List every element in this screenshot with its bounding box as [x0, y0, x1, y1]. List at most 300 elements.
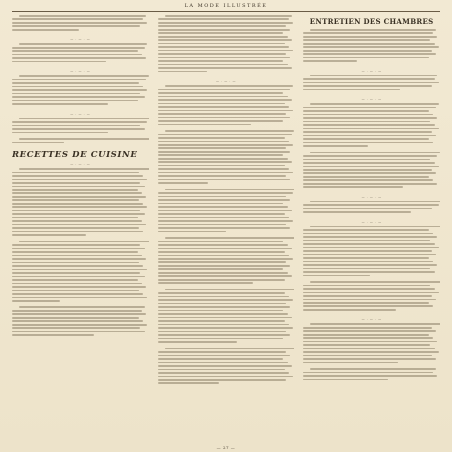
text-line — [158, 320, 285, 322]
text-line — [158, 141, 289, 143]
text-line — [158, 96, 288, 98]
text-line — [158, 369, 285, 371]
text-line — [303, 268, 430, 270]
text-line — [303, 379, 388, 381]
text-line — [158, 18, 289, 20]
text-line — [12, 196, 146, 198]
text-line — [303, 121, 430, 123]
text-line — [303, 240, 430, 242]
text-line — [12, 29, 79, 31]
text-line — [19, 241, 149, 243]
text-line — [158, 199, 291, 201]
paragraph-gap — [158, 74, 295, 77]
text-line — [12, 293, 143, 295]
text-line — [158, 206, 288, 208]
text-line — [158, 331, 286, 333]
text-line — [158, 71, 207, 73]
text-line — [158, 255, 289, 257]
text-line — [12, 279, 138, 281]
text-line — [158, 265, 291, 267]
header-rule — [12, 11, 440, 12]
text-line — [12, 317, 139, 319]
column-right — [303, 15, 440, 439]
text-line — [12, 125, 140, 127]
text-line — [158, 32, 284, 34]
text-line — [12, 231, 143, 233]
text-line — [303, 179, 433, 181]
text-line — [303, 176, 429, 178]
subheading: — · — · — — [215, 79, 237, 84]
text-line — [12, 272, 140, 274]
text-line — [19, 168, 149, 170]
text-line — [158, 46, 289, 48]
text-line — [303, 257, 429, 259]
text-block — [12, 306, 149, 335]
text-line — [303, 327, 431, 329]
text-line — [158, 220, 293, 222]
text-line — [158, 351, 286, 353]
text-line — [158, 22, 293, 24]
text-line — [12, 128, 145, 130]
text-line — [12, 265, 143, 267]
text-line — [158, 113, 286, 115]
text-line — [303, 305, 433, 307]
text-line — [12, 210, 140, 212]
text-line — [303, 46, 438, 48]
section-heading: ENTRETIEN DES CHAMBRES — [309, 17, 434, 26]
text-line — [303, 82, 438, 84]
text-line — [303, 145, 367, 147]
text-line — [158, 179, 291, 181]
text-line — [158, 175, 286, 177]
subheading: — · — · — — [361, 317, 382, 322]
text-line — [303, 85, 431, 87]
text-line — [158, 57, 291, 59]
text-line — [303, 233, 433, 235]
text-line — [303, 292, 438, 294]
text-line — [303, 375, 437, 377]
text-line — [303, 124, 434, 126]
text-line — [303, 110, 429, 112]
paragraph-gap — [303, 382, 440, 385]
text-line — [12, 121, 147, 123]
text-line — [158, 362, 288, 364]
text-line — [12, 142, 64, 144]
text-line — [310, 226, 440, 228]
text-line — [12, 331, 145, 333]
columns — [12, 15, 440, 439]
text-line — [12, 86, 143, 88]
text-line — [158, 296, 289, 298]
text-block — [303, 103, 440, 146]
text-line — [12, 22, 147, 24]
text-line — [165, 130, 295, 132]
text-line — [303, 302, 429, 304]
text-line — [158, 275, 292, 277]
text-block — [303, 75, 440, 91]
text-line — [12, 172, 139, 174]
subheading: — · — · — — [361, 97, 382, 102]
text-line — [19, 43, 147, 45]
text-line — [158, 324, 289, 326]
paragraph-gap — [303, 92, 440, 95]
text-line — [158, 43, 285, 45]
text-line — [158, 313, 288, 315]
column-left — [12, 15, 149, 439]
paragraph-gap — [12, 145, 149, 148]
text-line — [158, 224, 286, 226]
text-line — [303, 337, 433, 339]
text-line — [158, 338, 284, 340]
text-line — [303, 358, 436, 360]
text-line — [303, 334, 429, 336]
text-line — [303, 254, 436, 256]
text-line — [12, 213, 145, 215]
text-line — [303, 159, 430, 161]
text-line — [303, 183, 437, 185]
text-line — [303, 372, 433, 374]
text-line — [12, 217, 138, 219]
text-line — [12, 327, 140, 329]
subheading: — · — · — — [70, 69, 91, 74]
text-line — [303, 229, 429, 231]
text-line — [158, 327, 293, 329]
text-line — [303, 275, 370, 277]
text-line — [158, 379, 286, 381]
text-line — [303, 355, 431, 357]
paragraph-gap — [12, 32, 149, 35]
text-line — [12, 300, 60, 302]
text-line — [303, 169, 431, 171]
text-line — [303, 264, 437, 266]
text-line — [12, 313, 146, 315]
text-line — [310, 368, 436, 370]
text-line — [165, 237, 295, 239]
text-line — [158, 64, 288, 66]
text-line — [158, 231, 226, 233]
text-block — [12, 241, 149, 302]
text-block — [12, 138, 149, 143]
text-line — [158, 147, 286, 149]
text-line — [165, 348, 295, 350]
text-line — [303, 208, 431, 210]
subheading: — · — · — — [70, 37, 91, 42]
text-line — [12, 269, 147, 271]
text-block — [158, 15, 295, 72]
text-line — [303, 142, 433, 144]
text-line — [158, 355, 291, 357]
subheading: — · — · — — [361, 68, 382, 73]
text-line — [158, 306, 291, 308]
text-line — [12, 206, 147, 208]
text-line — [303, 285, 430, 287]
text-line — [158, 182, 209, 184]
text-line — [158, 120, 284, 122]
subheading: — · — · — — [70, 162, 91, 167]
text-block — [303, 323, 440, 363]
text-line — [12, 224, 146, 226]
text-line — [303, 271, 434, 273]
text-line — [12, 61, 106, 63]
text-line — [158, 89, 291, 91]
text-line — [12, 189, 138, 191]
text-line — [310, 103, 438, 105]
text-line — [303, 39, 430, 41]
text-line — [165, 15, 292, 17]
text-line — [12, 18, 143, 20]
text-line — [303, 247, 438, 249]
text-line — [158, 334, 291, 336]
text-line — [12, 334, 94, 336]
subheading: — · — · — — [70, 111, 91, 116]
text-line — [12, 251, 138, 253]
text-line — [303, 114, 433, 116]
text-line — [158, 382, 220, 384]
text-line — [310, 152, 440, 154]
text-line — [158, 365, 292, 367]
text-line — [12, 310, 142, 312]
paragraph-gap — [12, 338, 149, 341]
text-block — [158, 85, 295, 125]
text-line — [165, 189, 295, 191]
text-line — [12, 297, 147, 299]
text-block — [12, 75, 149, 104]
text-line — [158, 241, 284, 243]
text-line — [303, 299, 436, 301]
text-line — [12, 89, 147, 91]
text-line — [158, 192, 293, 194]
text-line — [303, 128, 438, 130]
text-line — [12, 79, 146, 81]
text-block — [158, 289, 295, 343]
text-line — [310, 201, 440, 203]
text-line — [158, 227, 291, 229]
text-line — [310, 323, 440, 325]
text-line — [158, 292, 285, 294]
text-line — [158, 50, 293, 52]
text-line — [12, 227, 139, 229]
text-line — [12, 54, 142, 56]
text-line — [12, 25, 140, 27]
section-heading: RECETTES DE CUISINE — [12, 150, 138, 161]
text-line — [158, 67, 292, 69]
text-line — [158, 258, 293, 260]
text-line — [158, 251, 285, 253]
text-block — [12, 168, 149, 236]
text-block — [303, 368, 440, 380]
text-block — [158, 348, 295, 384]
text-line — [12, 82, 139, 84]
text-line — [12, 276, 145, 278]
text-line — [158, 158, 288, 160]
text-line — [158, 303, 286, 305]
text-line — [158, 210, 292, 212]
text-line — [12, 100, 138, 102]
text-line — [303, 50, 431, 52]
page-number: — 27 — — [216, 445, 236, 450]
text-line — [158, 282, 254, 284]
text-line — [303, 135, 436, 137]
text-line — [158, 217, 289, 219]
text-line — [158, 317, 292, 319]
text-line — [303, 138, 429, 140]
text-line — [12, 175, 143, 177]
text-block — [158, 237, 295, 284]
text-line — [158, 124, 251, 126]
text-line — [158, 106, 289, 108]
text-line — [158, 134, 292, 136]
text-line — [310, 281, 440, 283]
text-line — [158, 103, 285, 105]
text-line — [19, 306, 145, 308]
text-line — [12, 248, 145, 250]
text-line — [158, 376, 293, 378]
text-line — [158, 261, 286, 263]
text-line — [12, 320, 143, 322]
text-line — [12, 283, 142, 285]
text-line — [158, 137, 285, 139]
text-line — [158, 168, 289, 170]
text-line — [303, 162, 434, 164]
text-line — [158, 310, 284, 312]
text-line — [303, 60, 356, 62]
text-line — [303, 131, 431, 133]
text-line — [158, 279, 285, 281]
text-line — [158, 172, 293, 174]
text-line — [12, 290, 139, 292]
text-line — [19, 138, 149, 140]
text-line — [12, 262, 139, 264]
text-line — [165, 289, 295, 291]
column-middle — [158, 15, 295, 439]
text-line — [303, 295, 431, 297]
text-line — [158, 60, 284, 62]
text-block — [303, 226, 440, 276]
paragraph-gap — [303, 312, 440, 315]
text-line — [158, 92, 284, 94]
text-line — [12, 179, 147, 181]
text-line — [303, 288, 434, 290]
text-line — [303, 32, 433, 34]
text-line — [19, 118, 149, 120]
text-line — [158, 299, 293, 301]
text-line — [303, 330, 436, 332]
text-line — [303, 211, 411, 213]
text-line — [158, 341, 237, 343]
text-line — [310, 29, 436, 31]
text-line — [12, 93, 140, 95]
text-line — [303, 172, 436, 174]
text-line — [165, 85, 293, 87]
text-line — [158, 272, 288, 274]
text-line — [303, 261, 433, 263]
text-line — [19, 75, 149, 77]
text-line — [158, 161, 292, 163]
text-block — [12, 43, 149, 62]
text-line — [12, 220, 142, 222]
text-line — [12, 96, 145, 98]
text-line — [12, 203, 143, 205]
text-line — [12, 50, 138, 52]
text-line — [158, 53, 286, 55]
text-line — [12, 182, 140, 184]
text-line — [303, 250, 431, 252]
text-line — [12, 47, 145, 49]
subheading: — · — · — — [361, 219, 382, 224]
text-line — [303, 117, 437, 119]
paragraph-gap — [12, 107, 149, 110]
text-line — [158, 213, 285, 215]
paragraph-gap — [158, 386, 295, 389]
text-line — [158, 144, 293, 146]
text-line — [303, 107, 436, 109]
text-line — [303, 43, 434, 45]
text-line — [158, 39, 292, 41]
text-line — [158, 244, 288, 246]
text-line — [303, 186, 403, 188]
paragraph-gap — [303, 215, 440, 218]
text-line — [303, 89, 400, 91]
text-line — [303, 309, 396, 311]
paragraph-gap — [12, 64, 149, 67]
text-block — [303, 281, 440, 310]
text-block — [158, 130, 295, 184]
text-line — [158, 358, 284, 360]
text-line — [158, 117, 291, 119]
text-line — [303, 78, 434, 80]
text-line — [303, 243, 434, 245]
text-line — [158, 154, 284, 156]
text-line — [158, 372, 289, 374]
text-line — [12, 192, 142, 194]
text-line — [158, 29, 291, 31]
text-line — [158, 110, 293, 112]
text-line — [303, 351, 438, 353]
text-line — [158, 165, 285, 167]
text-line — [303, 348, 434, 350]
text-line — [303, 204, 438, 206]
text-line — [12, 103, 108, 105]
text-block — [303, 201, 440, 213]
text-line — [158, 196, 286, 198]
text-line — [12, 324, 147, 326]
text-line — [158, 248, 292, 250]
text-line — [12, 286, 146, 288]
text-block — [303, 152, 440, 188]
text-block — [158, 189, 295, 232]
text-block — [303, 29, 440, 62]
text-line — [12, 255, 142, 257]
text-line — [303, 36, 437, 38]
text-line — [303, 344, 430, 346]
text-line — [303, 57, 429, 59]
text-line — [310, 75, 437, 77]
text-line — [12, 57, 146, 59]
text-line — [303, 341, 437, 343]
text-line — [158, 268, 284, 270]
text-line — [158, 99, 292, 101]
text-line — [12, 186, 145, 188]
text-line — [158, 36, 288, 38]
text-line — [12, 132, 108, 134]
text-line — [158, 25, 286, 27]
paragraph-gap — [303, 64, 440, 67]
text-line — [19, 15, 146, 17]
running-head: LA MODE ILLUSTRÉE — [184, 3, 268, 9]
text-block — [12, 118, 149, 134]
text-line — [303, 236, 437, 238]
text-line — [158, 151, 291, 153]
